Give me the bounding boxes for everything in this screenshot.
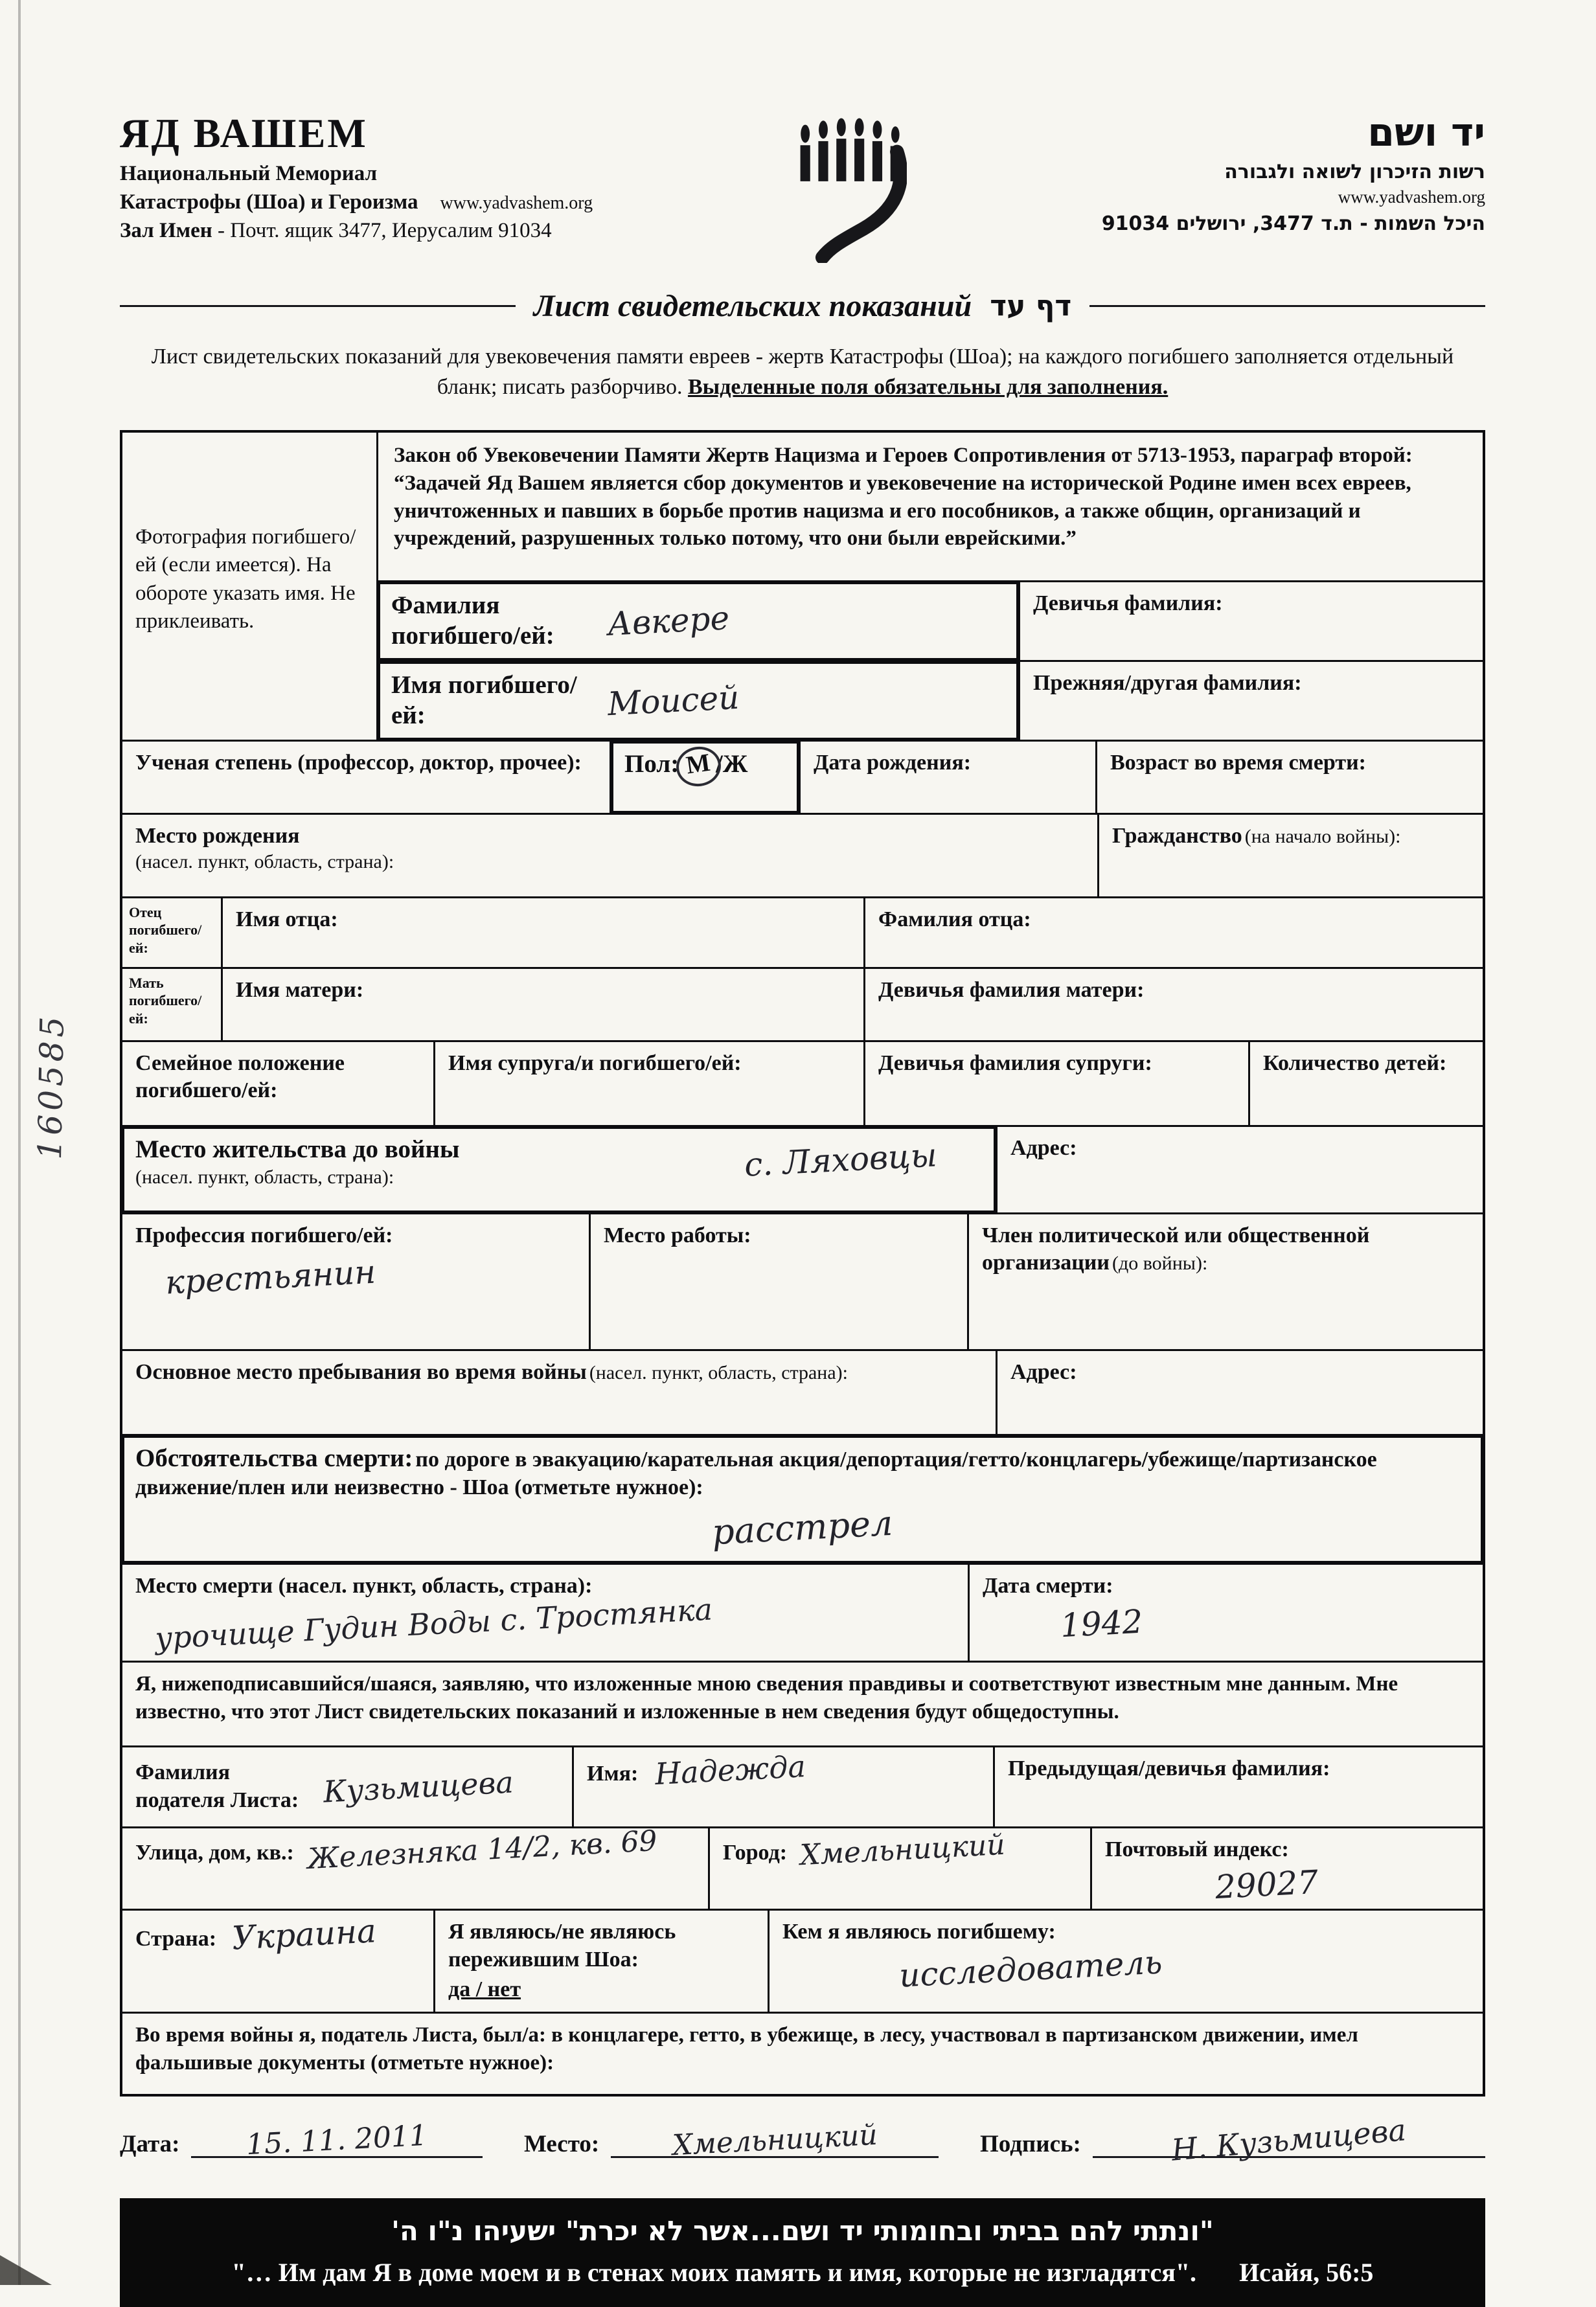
birth-place-sub: (насел. пункт, область, страна): [135,851,394,873]
row-surname [378,580,1483,660]
field-country [122,1911,433,2012]
row-residence [122,1125,1483,1212]
title-rule-right [1089,305,1485,307]
field-maiden-name [1018,582,1483,660]
birth-date-label: Дата рождения: [814,750,972,775]
residence-value: с. Ляховцы [744,1136,939,1184]
signature-label: Подпись: [980,2130,1081,2157]
field-zip [1090,1828,1483,1909]
scan-corner-artifact [0,2255,52,2285]
row-marital [122,1040,1483,1125]
maiden-name-label: Девичья фамилия: [1033,591,1223,615]
law-text: Закон об Увековечении Памяти Жертв Нацизма и Героев Сопротивления от 5713-1953, параграф второй: “Задачей Яд Вашем является сбор документов и увековечение на исторической Родине имен всех евреев, уничтоженных и павших в борьбе против нацизма и его пособников, а также общин, организаций и учреждений, разрушенных только потому, что они были еврейскими.” [394,443,1413,551]
zip-value: 29027 [1214,1863,1319,1907]
gender-male-circled: М [674,744,724,789]
field-spouse-maiden [863,1042,1248,1125]
date-label: Дата: [120,2130,180,2157]
death-circumstances-heading: Обстоятельства смерти: [135,1444,413,1472]
death-date-label: Дата смерти: [983,1573,1113,1598]
signature-row [120,2112,1485,2168]
field-submitter-firstname [572,1747,993,1826]
workplace-label: Место работы: [604,1223,751,1247]
spouse-maiden-label: Девичья фамилия супруги: [878,1051,1152,1075]
death-place-value: урочище Гудин Воды с. Тростянка [154,1591,714,1656]
field-mother-maiden [863,969,1483,1040]
sig-place [524,2118,939,2163]
submitter-wartime-note: Во время войны я, податель Листа, был/а: в концлагере, гетто, в убежище, в лесу, участвовал в партизанском движении, имел фальшивые документы (отметьте нужное): [135,2023,1358,2074]
field-birth-place [122,815,1097,896]
spouse-name-label: Имя супруга/и погибшего/ей: [448,1051,742,1075]
row-firstname [378,660,1483,740]
street-value: Железняка 14/2, кв. 69 [306,1824,658,1876]
address-1-label: Адрес: [1010,1135,1077,1160]
submitter-firstname-value: Надежда [654,1748,807,1791]
field-degree [122,742,610,813]
org-title-russian: ЯД ВАШЕМ [120,111,368,156]
profession-value: крестьянин [164,1253,377,1302]
country-label: Страна: [135,1927,217,1951]
submitter-firstname-label: Имя: [587,1761,639,1786]
page-title: Лист свидетельских показаний [533,289,972,323]
field-submitter-surname [122,1747,572,1826]
field-former-surname [1018,662,1483,740]
victim-surname-value: Авкере [606,598,731,643]
intro-text: Лист свидетельских показаний для увековечения памяти евреев - жертв Катастрофы (Шоа); на каждого погибшего заполняется отдельный бланк; писать разборчиво. [151,345,1454,399]
field-address-2 [996,1351,1483,1434]
mother-side-label: Мать погибшего/ей: [129,974,202,1027]
victim-surname-label: Фамилия погибшего/ей: [391,591,554,650]
death-circumstances-value: расстрел [711,1502,895,1553]
father-surname-label: Фамилия отца: [878,907,1031,931]
page-title-hebrew: דף עד [990,290,1072,323]
sig-date [120,2119,483,2162]
footer-quote-hebrew: "ונתתי להם בביתי ובחומותי יד ושם...אשר לא יכרת" ישעיהו נ"ו ה' [391,2214,1214,2247]
field-father-side [122,898,221,967]
wartime-place-sub: (насел. пункт, область, страна): [589,1361,848,1383]
citizenship-sub: (на начало войны): [1244,825,1401,847]
submitter-previous-surname-label: Предыдущая/девичья фамилия: [1008,1756,1330,1780]
father-side-label: Отец погибшего/ей: [129,903,202,956]
row-country-relation [122,1909,1483,2012]
footer-quote-russian: "… Им дам Я в доме моем и в стенах моих память и имя, которые не изгладятся". [231,2257,1197,2287]
footer-quote-band [120,2198,1485,2307]
father-name-label: Имя отца: [236,907,338,931]
org-title-hebrew: יד ושם [1367,110,1485,155]
former-surname-label: Прежняя/другая фамилия: [1033,670,1302,695]
footer-citation: Исайя, 56:5 [1239,2257,1374,2287]
residence-sub: (насел. пункт, область, страна): [135,1166,394,1188]
field-city [708,1828,1090,1909]
political-member-sub: (до войны): [1112,1253,1208,1275]
title-bar [120,288,1485,324]
field-workplace [589,1214,967,1349]
place-label: Место: [524,2130,600,2157]
photo-box: Фотография погибшего/ей (если имеется). На обороте указать имя. Не приклеивать. [135,525,356,633]
field-birth-date [799,742,1095,813]
city-value: Хмельницкий [799,1828,1006,1872]
row-death-circumstances [122,1434,1483,1563]
address-2-label: Адрес: [1010,1359,1077,1384]
org-website-he: www.yadvashem.org [1338,187,1485,207]
field-victim-surname [378,582,1018,660]
header [120,110,1485,266]
archive-number: 160585 [31,1012,71,1160]
profession-label: Профессия погибшего/ей: [135,1223,393,1247]
title-rule-left [120,305,516,307]
field-profession [122,1214,589,1349]
field-father-name [221,898,863,967]
field-victim-name [378,662,1018,740]
gender-label: Пол: [624,749,679,778]
children-count-label: Количество детей: [1263,1051,1447,1075]
org-address: - Почт. ящик 3477, Иерусалим 91034 [212,219,552,242]
date-value: 15. 11. 2011 [245,2119,429,2162]
row-father [122,896,1483,967]
field-wartime-place [122,1351,996,1434]
field-street [122,1824,708,1909]
street-label: Улица, дом, кв.: [135,1840,294,1865]
gender-female: Ж [722,749,748,778]
yad-vashem-logo-icon [795,110,907,266]
row-mother [122,967,1483,1040]
mother-name-label: Имя матери: [236,977,364,1002]
political-member-label: Член политической или общественной организации [982,1223,1370,1275]
row-wartime-place [122,1349,1483,1434]
field-mother-name [221,969,863,1040]
survivor-options: да / нет [448,1977,521,2002]
testimony-form [120,430,1485,2097]
field-gender [610,742,799,813]
row-submitter-name [122,1745,1483,1826]
death-circumstances-options: по дороге в эвакуацию/карательная акция/депортация/гетто/концлагерь/убежище/партизанское движение/плен или неизвестно - Шоа (отметьте нужное): [135,1447,1377,1499]
field-political-member [967,1214,1483,1349]
org-block-russian [120,110,632,243]
field-death-circumstances [122,1436,1483,1563]
city-label: Город: [723,1840,788,1865]
relation-value: исследователь [898,1943,1163,1995]
field-death-place [122,1565,968,1661]
birth-place-label: Место рождения [135,823,300,848]
victim-name-value: Моисей [606,678,740,723]
org-block-hebrew [1071,110,1485,235]
gender-slash: / [716,749,723,778]
citizenship-label: Гражданство [1112,823,1242,848]
field-age-at-death [1095,742,1483,813]
submitter-surname-value: Кузьмицева [322,1764,514,1810]
signature-value: Н. Кузьмицева [1170,2112,1408,2168]
wartime-place-label: Основное место пребывания во время войны [135,1359,587,1384]
intro-emphasis: Выделенные поля обязательны для заполнения. [687,374,1168,399]
date-line [191,2119,483,2162]
place-line [611,2118,939,2163]
intro-paragraph [143,342,1462,403]
field-citizenship [1097,815,1483,896]
survivor-label: Я являюсь/не являюсь пережившим Шоа: [448,1920,676,1972]
field-residence-before-war [122,1127,996,1212]
org-subtitle-1: Национальный Мемориал [120,162,378,185]
row-submitter-address [122,1826,1483,1909]
hall-of-names-label: Зал Имен [120,219,212,242]
field-spouse-name [433,1042,863,1125]
age-label: Возраст во время смерти: [1110,750,1367,775]
top-right-stack [376,433,1483,740]
org-address-hebrew: היכל השמות - ת.ד 3477, ירושלים 91034 [1101,212,1485,235]
row-declaration [122,1661,1483,1745]
scan-edge-artifact [18,0,21,2285]
org-subtitle-2: Катастрофы (Шоа) и Героизма [120,190,418,214]
field-relation [768,1911,1483,2012]
death-date-value: 1942 [1059,1603,1144,1645]
zip-label: Почтовый индекс: [1105,1837,1289,1861]
mother-maiden-label: Девичья фамилия матери: [878,977,1145,1002]
field-address-1 [996,1127,1483,1212]
field-mother-side [122,969,221,1040]
row-profession [122,1212,1483,1349]
victim-name-label: Имя погибшего/ей: [391,671,577,729]
sig-signature [980,2112,1485,2168]
submitter-surname-label: Фамилия подателя Листа: [135,1760,299,1812]
org-subtitle-2-row [120,190,632,214]
degree-label: Ученая степень (профессор, доктор, прочее): [135,750,582,775]
field-father-surname [863,898,1483,967]
country-value: Украина [231,1912,378,1958]
field-marital-status [122,1042,433,1125]
field-death-date [968,1565,1483,1661]
footer-quote-russian-row [146,2257,1459,2288]
declaration-text: Я, нижеподписавшийся/шаяся, заявляю, что изложенные мною сведения правдивы и соответствуют известным мне данным. Мне известно, что этот Лист свидетельских показаний и изложенные в нем сведения будут общедоступны. [135,1672,1398,1723]
row-submitter-wartime [122,2012,1483,2094]
org-website-ru: www.yadvashem.org [440,193,593,213]
field-children-count [1248,1042,1483,1125]
place-value: Хмельницкий [671,2118,878,2163]
field-submitter-previous-surname [993,1747,1483,1826]
row-birthplace [122,813,1483,896]
signature-line [1093,2112,1485,2168]
org-address-row [120,219,632,243]
death-place-label: Место смерти (насел. пункт, область, страна): [135,1573,593,1598]
field-survivor [433,1911,768,2012]
org-subtitle-hebrew: רשות הזיכרון לשואה ולגבורה [1224,161,1485,183]
row-death-place [122,1563,1483,1661]
row-degree-gender [122,740,1483,813]
row-top [122,433,1483,740]
marital-label: Семейное положение погибшего/ей: [135,1051,345,1103]
relation-label: Кем я являюсь погибшему: [782,1920,1056,1944]
residence-label: Место жительства до войны [135,1135,460,1163]
